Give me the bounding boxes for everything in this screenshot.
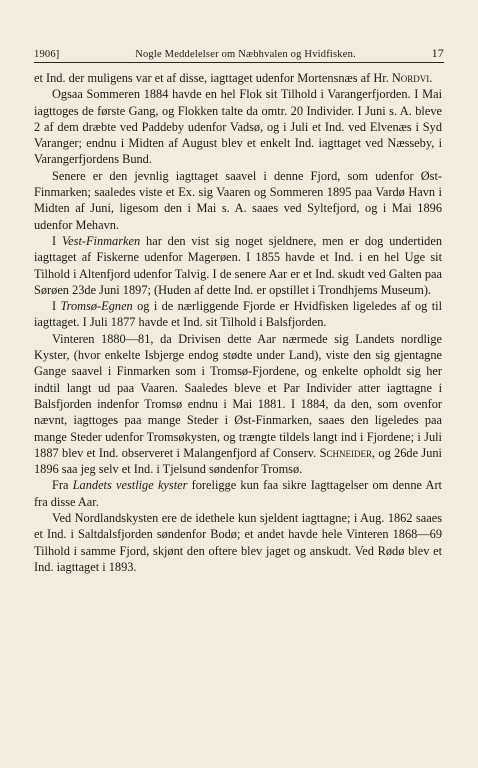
running-title: Nogle Meddelelser om Næbhvalen og Hvidfisken. (135, 49, 356, 60)
region-name: Landets vestlige kyster (72, 478, 188, 493)
header-year: 1906] (34, 49, 60, 60)
running-header (34, 46, 444, 61)
author-name: Nordvi (391, 71, 430, 85)
paragraph: I Vest-Finmarken har den vist sig noget sjeldnere, men er dog undertiden iagttaget af Fiskerne udenfor Magerøen. I 1855 havde et Ind. i en hel Uge sit Tilhold i Altenfjord udenfor Talvig. I de senere Aar er et Ind. skudt ved Galten paa Sørøen 23de Juni 1897; (Huden af dette Ind. er opstillet i Trondhjems Museum). (34, 233, 442, 297)
paragraph: Ogsaa Sommeren 1884 havde en hel Flok sit Tilhold i Varangerfjorden. I Mai iagttoges de første Gang, og Flokken talte da omtr. 20 Individer. I Juni s. A. bleve 2 af dem dræbte ved Paddeby udenfor Vadsø, og i Juli et Ind. ved Elvenæs i Syd Varanger; endnu i Midten af August blev et enkelt Ind. iagttaget ved Næsseby, i Varangerfjordens Bund. (34, 87, 442, 167)
paragraph: et Ind. der muligens var et af disse, iagttaget udenfor Mortensnæs af Hr. Nordvi. (34, 71, 433, 85)
region-name: Vest-Finmarken (62, 233, 141, 248)
paragraph: Senere er den jevnlig iagttaget saavel i denne Fjord, som udenfor Øst-Finmarken; saaledes viste et Ex. sig Vaaren og Sommeren 1895 paa Vardø Havn i Midten af Juni, ligesom den i Mai s. A. saaes ved Syltefjord, og i Mai 1896 udenfor Mehavn. (34, 168, 442, 232)
page-number: 17 (431, 46, 444, 60)
paragraph: I Tromsø-Egnen og i de nærliggende Fjorde er Hvidfisken ligeledes af og til iagttaget. I Juli 1877 havde et Ind. sit Tilhold i Balsfjorden. (34, 299, 442, 330)
paragraph: Ved Nordlandskysten ere de idethele kun sjeldent iagttagne; i Aug. 1862 saaes et Ind. i Saltdalsfjorden søndenfor Bodø; et andet havde hele Vinteren 1868—69 Tilhold i samme Fjord, skjønt den oftere blev jaget og anskudt. Ved Rødø blev et Ind. iagttaget i 1893. (34, 511, 442, 574)
paragraph: Fra Landets vestlige kyster foreligge kun faa sikre Iagttagelser om denne Art fra disse Aar. (34, 478, 442, 509)
region-name: Tromsø-Egnen (60, 299, 133, 314)
paragraph: Vinteren 1880—81, da Drivisen dette Aar nærmede sig Landets nordlige Kyster, (hvor enkelte Isbjerge endog stødte under Land), viste den sig gjentagne Gange saavel i Finmarken som i Tromsø-Fjordene, og enkelte opholdt sig her indtil langt ud paa Vaaren. Saaledes bleve et Par Individer atter iagttagne i Balsfjorden indenfor Tromsø endnu i Mai 1881. I 1884, da den, som ovenfor nævnt, iagttoges paa mange Steder i Øst-Finmarken, saaes den ligeledes paa mange Steder udenfor Tromsøkysten, og trængte tildels langt ind i Fjordene; i Juli 1887 blev et Ind. observeret i Malangenfjord af Conserv. Schneider, og 26de Juni 1896 saa jeg selv et Ind. i Tjelsund søndenfor Tromsø. (34, 331, 442, 477)
header-rule (34, 62, 444, 63)
author-name: Schneider (319, 445, 372, 460)
body-text (34, 70, 442, 575)
